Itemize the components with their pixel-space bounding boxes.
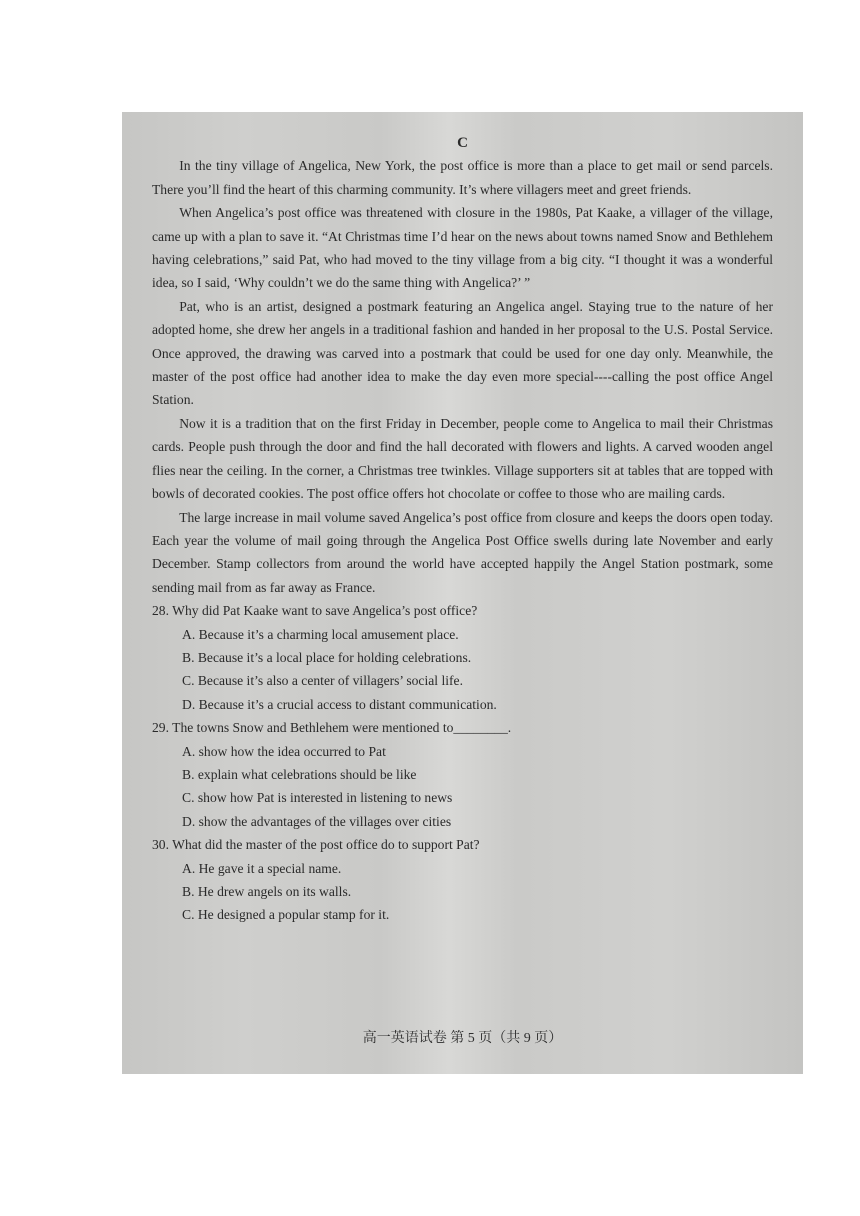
- reading-passage: [152, 154, 773, 599]
- question-stem: 28. Why did Pat Kaake want to save Angelica’s post office?: [152, 603, 478, 619]
- option-d: D. show the advantages of the villages over cities: [182, 813, 452, 829]
- page-footer: 高一英语试卷 第 5 页（共 9 页）: [362, 1031, 563, 1046]
- question-stem: 30. What did the master of the post office do to support Pat?: [152, 837, 480, 853]
- option-b: B. He drew angels on its walls.: [182, 884, 352, 899]
- question-29: [152, 716, 773, 833]
- exam-page: [122, 112, 803, 1074]
- option-d: D. Because it’s a crucial access to distant communication.: [182, 696, 497, 712]
- passage-paragraph-1: In the tiny village of Angelica, New York, the post office is more than a place to get mail or send parcels. There you’ll find the heart of this charming community. It’s where villagers meet and greet friends.: [152, 158, 773, 197]
- option-c: C. He designed a popular stamp for it.: [182, 907, 390, 923]
- option-a: A. show how the idea occurred to Pat: [182, 743, 386, 759]
- passage-paragraph-4: Now it is a tradition that on the first Friday in December, people come to Angelica to mail their Christmas cards. People push through the door and find the hall decorated with flowers and lights. A carved wooden angel flies near the ceiling. In the corner, a Christmas tree twinkles. Village supporters sit at tables that are topped with bowls of decorated cookies. The post office offers hot chocolate or coffee to those who are mailing cards.: [152, 415, 773, 502]
- passage-paragraph-5: The large increase in mail volume saved Angelica’s post office from closure and keeps the doors open today. Each year the volume of mail going through the Angelica Post Office swells during late November and early December. Stamp collectors from around the world have accepted happily the Angel Station postmark, some sending mail from as far away as France.: [152, 509, 773, 595]
- question-stem: 29. The towns Snow and Bethlehem were mentioned to________.: [152, 720, 512, 736]
- passage-paragraph-2: When Angelica’s post office was threatened with closure in the 1980s, Pat Kaake, a villager of the village, came up with a plan to save it. “At Christmas time I’d hear on the news about towns named Snow and Bethlehem having celebrations,” said Pat, who had moved to the tiny village from a big city. “I thought it was a wonderful idea, so I said, ‘Why couldn’t we do the same thing with Angelica?’ ”: [152, 205, 773, 291]
- option-b: B. Because it’s a local place for holding celebrations.: [182, 649, 472, 665]
- option-b: B. explain what celebrations should be like: [182, 766, 417, 782]
- question-30: [152, 833, 773, 927]
- option-c: C. Because it’s also a center of villagers’ social life.: [182, 673, 463, 689]
- passage-paragraph-3: Pat, who is an artist, designed a postmark featuring an Angelica angel. Staying true to the nature of her adopted home, she drew her angels in a traditional fashion and handed in her proposal to the U.S. Postal Service. Once approved, the drawing was carved into a postmark that could be used for one day only. Meanwhile, the master of the post office had another idea to make the day even more special----calling the post office Angel Station.: [152, 298, 773, 408]
- question-28: [152, 599, 773, 716]
- option-a: A. He gave it a special name.: [182, 860, 342, 876]
- option-c: C. show how Pat is interested in listening to news: [182, 790, 453, 806]
- section-heading: C: [457, 135, 468, 151]
- option-a: A. Because it’s a charming local amusement place.: [182, 626, 459, 642]
